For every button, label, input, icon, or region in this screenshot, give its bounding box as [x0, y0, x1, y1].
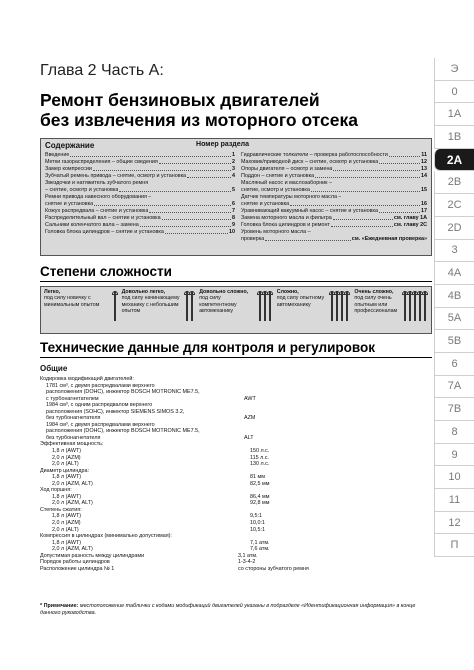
title-line-2: без извлечения из моторного отсека: [40, 110, 358, 130]
spec-key: 1,8 л (AWT): [52, 474, 82, 481]
contents-entry-section: 5: [232, 187, 235, 193]
spec-value: 92,8 мм: [250, 500, 270, 507]
spanner-icon: [419, 291, 423, 321]
spanner-icon: [414, 291, 418, 321]
spanner-icon: [346, 291, 350, 321]
spec-value: 150 л.с.: [250, 448, 270, 455]
spec-key: 1984 см³, с одним распредвалом верхнего: [46, 402, 153, 409]
spec-key: расположения (DOHC), инжектор BOSCH MOTRONIC ME7.5,: [46, 389, 200, 396]
contents-entry-section: 17: [421, 208, 427, 214]
spec-key: расположения (SOHC), инжектор SIEMENS SIMOS 3.2,: [46, 408, 185, 415]
spec-key: Расположение цилиндра № 1: [40, 565, 115, 572]
spanner-icons: [404, 289, 428, 331]
spec-value: 3,1 атм.: [238, 552, 258, 559]
contents-entry-section: 4: [232, 173, 235, 179]
difficulty-level-text: [277, 289, 330, 331]
contents-row: [241, 215, 427, 222]
contents-row: [45, 173, 235, 180]
difficulty-level: [122, 289, 196, 331]
leader-dots: [119, 187, 231, 192]
contents-row: [241, 152, 427, 159]
tech-rule: [40, 357, 432, 358]
contents-entry-title: проверка: [241, 236, 265, 242]
spec-key: 1,8 л (AWT): [52, 513, 82, 520]
footnote: [40, 603, 432, 617]
leader-dots: [379, 159, 420, 164]
contents-row: [45, 194, 235, 201]
difficulty-level-desc: под силу компетентному автомеханику: [199, 295, 237, 315]
contents-box: [40, 138, 432, 256]
spec-key: 2,0 л (ALT): [52, 461, 79, 468]
spec-key: 1,8 л (AWT): [52, 448, 82, 455]
contents-entry-section: 6: [232, 201, 235, 207]
spec-key: 1,8 л (AWT): [52, 493, 82, 500]
contents-row: [45, 229, 235, 236]
spec-value: AWT: [244, 395, 256, 402]
contents-entry-section: 9: [232, 222, 235, 228]
contents-entry-title: Звездочки и натяжитель зубчатого ремня: [45, 180, 149, 186]
spec-key: с турбонагнетателем: [46, 395, 99, 402]
spanner-icons: [259, 289, 273, 331]
spec-key: 1781 см³, с двумя распредвалами верхнего: [46, 382, 155, 389]
contents-row: [45, 159, 235, 166]
leader-dots: [311, 187, 420, 192]
difficulty-level: [44, 289, 118, 331]
contents-entry-title: Метки газораспределения – общие сведения: [45, 159, 158, 165]
spec-value: 9,5:1: [250, 513, 262, 520]
spec-value: AZM: [244, 415, 256, 422]
leader-dots: [140, 222, 231, 227]
contents-row: [45, 208, 235, 215]
spanner-icons: [331, 289, 350, 331]
chapter-tab[interactable]: 2B: [434, 171, 474, 194]
spec-key: 2,0 л (AZM): [52, 520, 81, 527]
spec-key: 2,0 л (AZM, ALT): [52, 500, 93, 507]
contents-entry-section: 1: [232, 152, 235, 158]
contents-row: [241, 208, 427, 215]
chapter-tab[interactable]: 5A: [434, 308, 474, 331]
contents-entry-section: 2: [232, 159, 235, 165]
difficulty-level-desc: под силу очень опытным или профессионалам: [354, 295, 398, 315]
contents-entry-title: Поддон – снятие и установка: [241, 173, 315, 179]
spec-value: 115 л.с.: [250, 454, 269, 461]
contents-row: [241, 159, 427, 166]
difficulty-level-text: [199, 289, 257, 331]
chapter-tab[interactable]: П: [434, 534, 474, 557]
spanner-icon: [269, 291, 273, 321]
difficulty-rule: [40, 281, 432, 282]
spanner-icon: [114, 291, 118, 321]
spec-value: 10,5:1: [250, 526, 265, 533]
contents-entry-title: – снятие, осмотр и установка: [45, 187, 119, 193]
contents-entry-title: снятие, осмотр и установка: [241, 187, 310, 193]
contents-row: [45, 152, 235, 159]
difficulty-level-text: [354, 289, 402, 331]
chapter-tab[interactable]: 5B: [434, 330, 474, 353]
chapter-tab[interactable]: 7B: [434, 398, 474, 421]
chapter-tab[interactable]: 2D: [434, 217, 474, 240]
contents-entry-title: Уровень моторного масла –: [241, 229, 311, 235]
chapter-tab[interactable]: 12: [434, 512, 474, 535]
spanner-icon: [409, 291, 413, 321]
contents-row: [45, 166, 235, 173]
contents-entry-title: Головка блока цилиндров и ремонт: [241, 222, 330, 228]
contents-entry-section: 7: [232, 208, 235, 214]
difficulty-level: [199, 289, 273, 331]
spec-value: 81 мм: [250, 474, 265, 481]
spanner-icon: [336, 291, 340, 321]
contents-entry-title: Введение: [45, 152, 70, 158]
spec-value: со стороны зубчатого ремня: [238, 565, 309, 572]
contents-entry-title: Распределительный вал – снятие и установка: [45, 215, 161, 221]
difficulty-level-desc: под силу новичку с минимальным опытом: [44, 295, 100, 308]
contents-entry-title: Зубчатый ремень привода – снятие, осмотр и установка: [45, 173, 187, 179]
spec-key: Кодировка модификаций двигателей:: [40, 376, 134, 382]
contents-row: [241, 222, 427, 229]
difficulty-level: [277, 289, 351, 331]
contents-entry-title: Головка блока цилиндров – снятие и установка: [45, 229, 164, 235]
spec-value: 7,1 атм.: [250, 539, 270, 546]
leader-dots: [379, 208, 420, 213]
contents-row: [45, 201, 235, 208]
difficulty-level-text: [122, 289, 185, 331]
spec-key: без турбонагнетателя: [46, 415, 101, 422]
difficulty-heading: Степени сложности: [40, 264, 172, 279]
contents-row: [241, 229, 427, 236]
contents-right-column: [241, 152, 427, 243]
spec-key: 1984 см³, с двумя распредвалами верхнего: [46, 421, 155, 428]
contents-row: [45, 222, 235, 229]
chapter-tabs: [434, 58, 474, 557]
spec-key: Степень сжатия:: [40, 506, 82, 513]
leader-dots: [165, 229, 228, 234]
spec-value: ALT: [244, 434, 254, 441]
spanner-icon: [341, 291, 345, 321]
contents-entry-title: Замена моторного масла и фильтра: [241, 215, 332, 221]
contents-entry-title: Гидравлические толкатели – проверка работоспособности: [241, 152, 388, 158]
leader-dots: [290, 201, 420, 206]
spec-value: 130 л.с.: [250, 461, 270, 468]
contents-entry-title: Датчик температуры моторного масла –: [241, 194, 342, 200]
contents-entry-section: 11: [421, 152, 427, 158]
page-title: [40, 90, 430, 130]
chapter-tab[interactable]: 10: [434, 466, 474, 489]
chapter-tab[interactable]: Э: [434, 58, 474, 81]
contents-entry-section: 10: [229, 229, 235, 235]
contents-entry-title: снятие и установка: [241, 201, 290, 207]
difficulty-level: [354, 289, 428, 331]
spec-value: 82,5 мм: [250, 480, 270, 487]
footnote-label: * Примечание:: [40, 603, 79, 609]
spec-key: Ход поршня:: [40, 487, 72, 494]
chapter-tab[interactable]: 11: [434, 489, 474, 512]
contents-row: [241, 236, 427, 243]
leader-dots: [187, 173, 231, 178]
contents-entry-title: снятие и установка: [45, 201, 94, 207]
leader-dots: [93, 166, 231, 171]
spec-key: Допустимая разность между цилиндрами: [40, 552, 145, 559]
contents-entry-section: см. «Ежедневная проверка»: [351, 236, 427, 242]
spanner-icon: [186, 291, 190, 321]
general-subheading: Общие: [40, 364, 68, 373]
chapter-tab[interactable]: 0: [434, 81, 474, 104]
contents-entry-section: см. главу 1A: [393, 215, 427, 221]
spanner-icon: [424, 291, 428, 321]
leader-dots: [333, 166, 420, 171]
chapter-tab[interactable]: 1B: [434, 126, 474, 149]
contents-entry-title: Опоры двигателя – осмотр и замена: [241, 166, 333, 172]
contents-row: [241, 180, 427, 187]
chapter-tab[interactable]: 4A: [434, 262, 474, 285]
chapter-tab[interactable]: 2A: [434, 149, 474, 172]
contents-row: [241, 166, 427, 173]
leader-dots: [162, 215, 231, 220]
spec-key: Диаметр цилиндра:: [40, 467, 90, 474]
contents-entry-title: Замер компрессии: [45, 166, 92, 172]
difficulty-level-name: Сложно,: [276, 289, 299, 295]
contents-heading: Содержание: [45, 141, 95, 150]
leader-dots: [315, 173, 420, 178]
contents-entry-section: 14: [421, 173, 427, 179]
difficulty-level-desc: под силу начинающему механику с небольшим опытом: [121, 295, 180, 315]
contents-row: [241, 194, 427, 201]
difficulty-level-text: [44, 289, 112, 331]
spec-value: 7,6 атм.: [250, 546, 270, 553]
spanner-icon: [259, 291, 263, 321]
spec-key: Эффективная мощность:: [40, 441, 104, 448]
difficulty-levels: [40, 286, 432, 334]
spec-key: 2,0 л (AZM): [52, 454, 81, 461]
spanner-icons: [114, 289, 118, 331]
contents-entry-title: Сальники коленчатого вала – замена: [45, 222, 139, 228]
contents-entry-section: 3: [232, 166, 235, 172]
spanner-icon: [404, 291, 408, 321]
leader-dots: [331, 222, 393, 227]
spec-key: 1,8 л (AWT): [52, 539, 82, 546]
spanner-icon: [264, 291, 268, 321]
leader-dots: [333, 215, 393, 220]
contents-entry-section: 15: [421, 187, 427, 193]
contents-entry-section: 8: [232, 215, 235, 221]
leader-dots: [159, 159, 231, 164]
contents-row: [45, 180, 235, 187]
leader-dots: [265, 236, 351, 241]
contents-row: [241, 187, 427, 194]
difficulty-level-name: Очень сложно,: [354, 289, 394, 295]
difficulty-level-desc: под силу опытному автомеханику: [276, 295, 325, 308]
spanner-icon: [191, 291, 195, 321]
chapter-tab[interactable]: 1A: [434, 103, 474, 126]
spec-key: расположения (DOHC), инжектор BOSCH MOTRONIC ME7.5,: [46, 428, 200, 435]
contents-entry-section: см. главу 2C: [393, 222, 427, 228]
tech-heading: Технические данные для контроля и регулировок: [40, 340, 376, 355]
spec-key: Компрессия в цилиндрах (минимально допустимая):: [40, 533, 172, 540]
spec-value: 86,4 мм: [250, 493, 270, 500]
chapter-tab[interactable]: 9: [434, 444, 474, 467]
contents-row: [45, 215, 235, 222]
chapter-tab[interactable]: 8: [434, 421, 474, 444]
chapter-tab[interactable]: 3: [434, 240, 474, 263]
footnote-text: местоположение таблички с кодами модификаций двигателей указаны в подразделе «Идентификационная информация» в конце данного руководства.: [40, 603, 416, 616]
spanner-icon: [331, 291, 335, 321]
spec-key: без турбонагнетателя: [46, 434, 101, 441]
spec-value: 10,0:1: [250, 520, 265, 527]
spec-table: [40, 376, 432, 572]
spec-key: 2,0 л (AZM, ALT): [52, 546, 93, 553]
spec-value: 1-3-4-2: [238, 559, 256, 566]
chapter-tab[interactable]: 2C: [434, 194, 474, 217]
chapter-tab[interactable]: 7A: [434, 376, 474, 399]
difficulty-level-name: Легко,: [44, 289, 61, 295]
leader-dots: [94, 201, 231, 206]
leader-dots: [70, 152, 231, 157]
difficulty-level-name: Довольно легко,: [121, 289, 166, 295]
contents-row: [241, 173, 427, 180]
spanner-icons: [186, 289, 195, 331]
section-number-label: Номер раздела: [196, 141, 249, 148]
contents-row: [45, 187, 235, 194]
title-line-1: Ремонт бензиновых двигателей: [40, 90, 320, 110]
difficulty-level-name: Довольно сложно,: [199, 289, 249, 295]
contents-entry-title: Маховик/приводной диск – снятие, осмотр и установка: [241, 159, 379, 165]
contents-entry-section: 12: [421, 159, 427, 165]
contents-entry-section: 16: [421, 201, 427, 207]
contents-entry-section: 13: [421, 166, 427, 172]
chapter-tab[interactable]: 4B: [434, 285, 474, 308]
chapter-label: Глава 2 Часть A:: [40, 62, 164, 79]
spec-key: 2,0 л (ALT): [52, 526, 79, 533]
contents-entry-title: Масляный насос и маслозаборник –: [241, 180, 333, 186]
contents-header: [45, 141, 429, 150]
contents-entry-title: Ремни привода навесного оборудования –: [45, 194, 152, 200]
contents-entry-title: Кожух распредвала – снятие и установка: [45, 208, 149, 214]
spec-row: [40, 566, 432, 573]
contents-left-column: [45, 152, 235, 236]
contents-entry-title: Уравнивающий вакуумный насос – снятие и установка: [241, 208, 378, 214]
leader-dots: [389, 152, 420, 157]
contents-row: [241, 201, 427, 208]
chapter-tab[interactable]: 6: [434, 353, 474, 376]
leader-dots: [149, 208, 231, 213]
spec-key: 2,0 л (AZM, ALT): [52, 480, 93, 487]
spec-key: Порядок работы цилиндров: [40, 559, 110, 566]
